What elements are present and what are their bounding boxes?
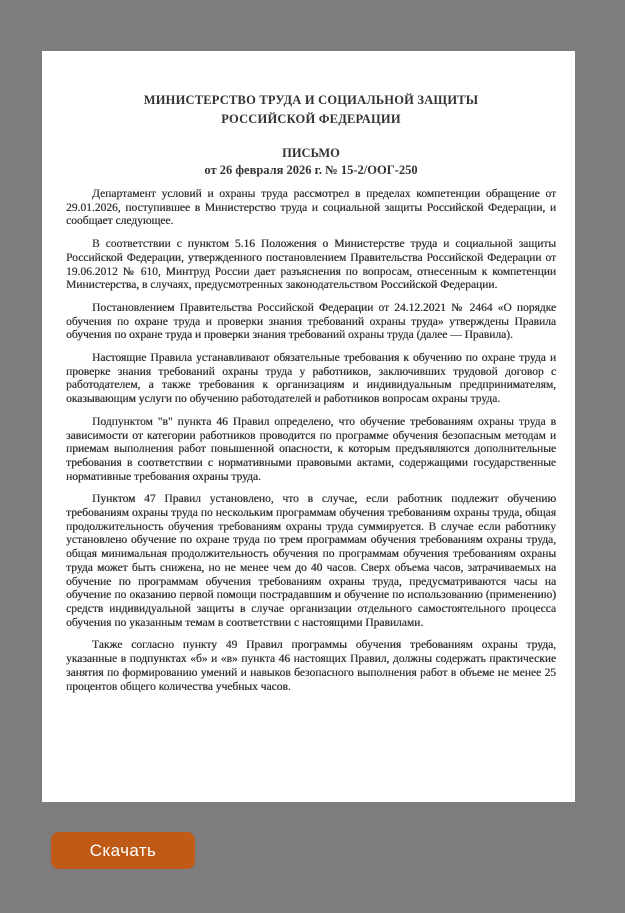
download-button[interactable]: Скачать (51, 832, 195, 869)
document-type: ПИСЬМО (282, 146, 340, 160)
paragraph-5: Подпунктом "в" пункта 46 Правил определено, что обучение требованиям охраны труда в зависимости от категории работников проводится по программе обучения безопасным методам и приемам выполнения работ повышенной опасности, к которым предъявляются дополнительные требования в соответствии с нормативными правовыми актами, содержащими государственные нормативные требования охраны труда. (66, 415, 556, 483)
paragraph-4: Настоящие Правила устанавливают обязательные требования к обучению по охране труда и проверке знания требований охраны труда у работников, заключивших трудовой договор с работодателем, а также требования к организациям и индивидуальным предпринимателям, оказывающим услуги по обучению работодателей и работников вопросам охраны труда. (66, 352, 556, 406)
document-page (42, 51, 575, 802)
paragraph-7: Также согласно пункту 49 Правил программы обучения требованиям охраны труда, указанные в подпунктах «б» и «в» пункта 46 настоящих Правил, должны содержать практические занятия по формированию умений и навыков безопасного выполнения работ в объеме не менее 25 процентов общего количества учебных часов. (66, 639, 556, 693)
ministry-name-line1: МИНИСТЕРСТВО ТРУДА И СОЦИАЛЬНОЙ ЗАЩИТЫ (143, 93, 479, 107)
document-header (66, 91, 556, 129)
ministry-name-line2: РОССИЙСКОЙ ФЕДЕРАЦИИ (221, 112, 401, 126)
paragraph-3: Постановлением Правительства Российской Федерации от 24.12.2021 № 2464 «О порядке обучения по охране труда и проверки знания требований охраны труда» утверждены Правила обучения по охране труда и проверки знания требований охраны труда (далее — Правила). (66, 301, 556, 342)
paragraph-6: Пунктом 47 Правил установлено, что в случае, если работник подлежит обучению требованиям охраны труда по нескольким программам обучения требованиям охраны труда, общая продолжительность обучения требованиям охраны труда суммируется. В случае если работнику установлено обучение по охране труда по трем программам обучения требованиям охраны труда, общая минимальная продолжительность обучения по программам обучения требованиям охраны труда может быть снижена, но не менее чем до 40 часов. Сверх объема часов, затрачиваемых на обучение по программам обучения требованиям охраны труда, предусматриваются часы на обучение по оказанию первой помощи пострадавшим и обучение по использованию (применению) средств индивидуальной защиты в случае организации отдельного самостоятельного процесса обучения по указанным темам в соответствии с настоящими Правилами. (66, 493, 556, 629)
document-body (66, 188, 556, 694)
document-date-number: от 26 февраля 2026 г. № 15-2/ООГ-250 (204, 163, 418, 177)
paragraph-2: В соответствии с пунктом 5.16 Положения о Министерстве труда и социальной защиты Российской Федерации, утвержденного постановлением Правительства Российской Федерации от 19.06.2012 № 610, Минтруд России дает разъяснения по вопросам, отнесенным к компетенции Министерства, в случаях, предусмотренных законодательством Российской Федерации. (66, 238, 556, 292)
paragraph-1: Департамент условий и охраны труда рассмотрел в пределах компетенции обращение от 29.01.2026, поступившее в Министерство труда и социальной защиты Российской Федерации, и сообщает следующее. (66, 188, 556, 228)
document-title-block (66, 145, 556, 179)
